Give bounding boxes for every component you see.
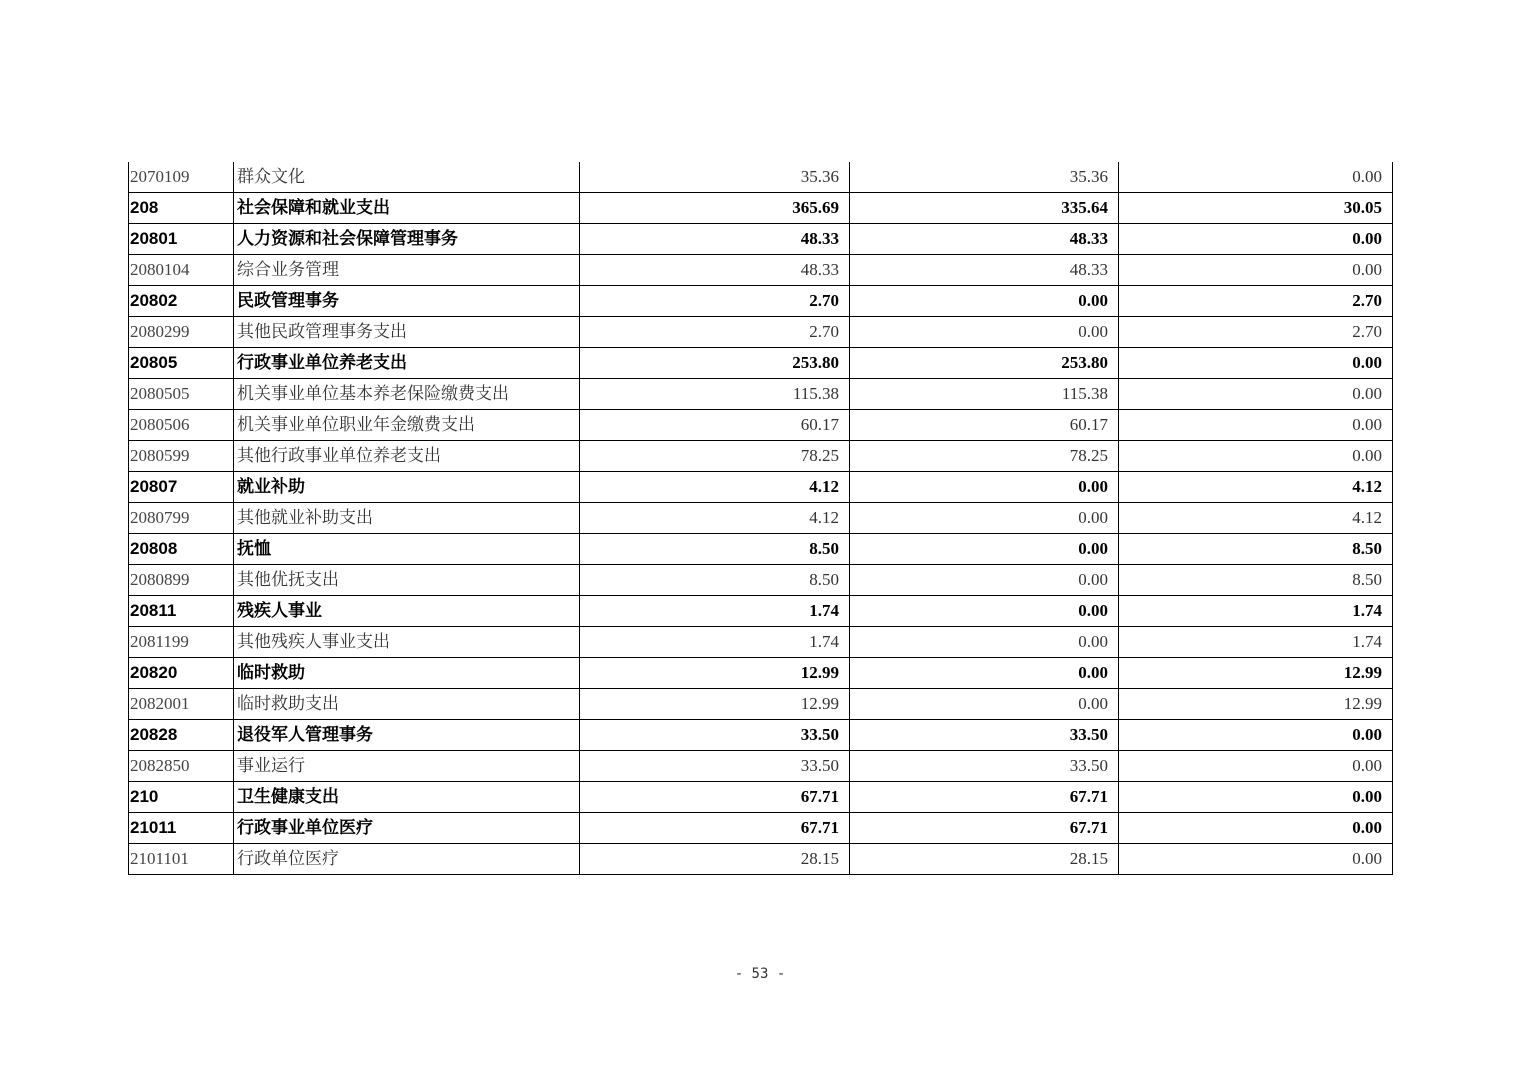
cell-name: 民政管理事务 [234,286,580,317]
cell-name: 行政事业单位医疗 [234,813,580,844]
cell-value-3: 0.00 [1119,348,1393,379]
cell-value-2: 253.80 [850,348,1119,379]
cell-code: 20807 [129,472,234,503]
cell-code: 20801 [129,224,234,255]
cell-code: 208 [129,193,234,224]
cell-value-3: 0.00 [1119,410,1393,441]
cell-value-1: 48.33 [580,255,850,286]
cell-value-3: 0.00 [1119,162,1393,193]
table-row [129,751,1393,782]
table-row [129,193,1393,224]
cell-value-3: 2.70 [1119,286,1393,317]
cell-value-2: 0.00 [850,596,1119,627]
cell-value-2: 48.33 [850,255,1119,286]
cell-value-3: 0.00 [1119,751,1393,782]
cell-value-2: 33.50 [850,751,1119,782]
cell-name: 社会保障和就业支出 [234,193,580,224]
cell-value-3: 4.12 [1119,472,1393,503]
table-row [129,813,1393,844]
cell-code: 2080104 [129,255,234,286]
cell-code: 2082850 [129,751,234,782]
cell-name: 群众文化 [234,162,580,193]
cell-value-3: 0.00 [1119,782,1393,813]
table-row [129,255,1393,286]
cell-value-2: 78.25 [850,441,1119,472]
cell-value-2: 0.00 [850,286,1119,317]
cell-value-1: 67.71 [580,813,850,844]
cell-value-1: 8.50 [580,534,850,565]
cell-value-3: 0.00 [1119,813,1393,844]
cell-value-1: 8.50 [580,565,850,596]
table-row [129,689,1393,720]
table-row [129,410,1393,441]
cell-code: 2080899 [129,565,234,596]
table-row [129,317,1393,348]
cell-value-1: 2.70 [580,317,850,348]
cell-value-3: 1.74 [1119,596,1393,627]
cell-code: 20828 [129,720,234,751]
cell-name: 其他就业补助支出 [234,503,580,534]
cell-code: 2070109 [129,162,234,193]
cell-code: 2080299 [129,317,234,348]
cell-value-2: 48.33 [850,224,1119,255]
cell-name: 其他优抚支出 [234,565,580,596]
cell-value-2: 0.00 [850,689,1119,720]
cell-value-1: 1.74 [580,627,850,658]
budget-table [128,162,1393,875]
cell-name: 综合业务管理 [234,255,580,286]
page-number: - 53 - [734,966,786,982]
cell-value-3: 0.00 [1119,844,1393,875]
table-row [129,782,1393,813]
cell-value-2: 60.17 [850,410,1119,441]
cell-code: 20802 [129,286,234,317]
cell-value-1: 253.80 [580,348,850,379]
cell-code: 20808 [129,534,234,565]
cell-code: 2080799 [129,503,234,534]
table-row [129,472,1393,503]
table-row [129,441,1393,472]
cell-value-3: 0.00 [1119,441,1393,472]
cell-value-3: 30.05 [1119,193,1393,224]
cell-name: 人力资源和社会保障管理事务 [234,224,580,255]
cell-value-2: 0.00 [850,627,1119,658]
cell-value-1: 28.15 [580,844,850,875]
cell-name: 其他行政事业单位养老支出 [234,441,580,472]
cell-name: 行政单位医疗 [234,844,580,875]
cell-value-1: 48.33 [580,224,850,255]
cell-value-2: 0.00 [850,658,1119,689]
cell-code: 21011 [129,813,234,844]
cell-value-2: 0.00 [850,317,1119,348]
cell-value-2: 28.15 [850,844,1119,875]
cell-value-3: 8.50 [1119,534,1393,565]
cell-code: 20805 [129,348,234,379]
cell-code: 20820 [129,658,234,689]
cell-value-2: 0.00 [850,472,1119,503]
table-row [129,348,1393,379]
cell-name: 行政事业单位养老支出 [234,348,580,379]
cell-code: 2081199 [129,627,234,658]
cell-code: 2082001 [129,689,234,720]
table-row [129,162,1393,193]
table-row [129,503,1393,534]
table-row [129,534,1393,565]
table-row [129,224,1393,255]
cell-name: 退役军人管理事务 [234,720,580,751]
cell-name: 机关事业单位职业年金缴费支出 [234,410,580,441]
cell-value-3: 4.12 [1119,503,1393,534]
cell-value-1: 67.71 [580,782,850,813]
cell-value-3: 0.00 [1119,379,1393,410]
cell-value-1: 33.50 [580,751,850,782]
cell-value-1: 4.12 [580,472,850,503]
cell-value-1: 78.25 [580,441,850,472]
cell-name: 其他残疾人事业支出 [234,627,580,658]
table-row [129,658,1393,689]
cell-value-3: 1.74 [1119,627,1393,658]
cell-value-1: 35.36 [580,162,850,193]
cell-value-2: 0.00 [850,565,1119,596]
cell-value-3: 8.50 [1119,565,1393,596]
cell-code: 2080505 [129,379,234,410]
cell-value-2: 67.71 [850,782,1119,813]
cell-value-2: 115.38 [850,379,1119,410]
cell-value-3: 0.00 [1119,255,1393,286]
cell-value-2: 0.00 [850,503,1119,534]
cell-name: 残疾人事业 [234,596,580,627]
table-body [129,162,1393,875]
cell-value-2: 335.64 [850,193,1119,224]
cell-name: 事业运行 [234,751,580,782]
cell-code: 2101101 [129,844,234,875]
cell-value-1: 12.99 [580,689,850,720]
cell-value-3: 0.00 [1119,224,1393,255]
cell-code: 210 [129,782,234,813]
cell-value-1: 115.38 [580,379,850,410]
cell-value-3: 12.99 [1119,658,1393,689]
table-row [129,627,1393,658]
cell-name: 卫生健康支出 [234,782,580,813]
cell-value-3: 2.70 [1119,317,1393,348]
cell-value-2: 67.71 [850,813,1119,844]
cell-value-1: 60.17 [580,410,850,441]
cell-value-1: 2.70 [580,286,850,317]
cell-code: 20811 [129,596,234,627]
cell-name: 抚恤 [234,534,580,565]
table-row [129,286,1393,317]
cell-value-3: 12.99 [1119,689,1393,720]
cell-value-2: 33.50 [850,720,1119,751]
cell-name: 其他民政管理事务支出 [234,317,580,348]
cell-value-3: 0.00 [1119,720,1393,751]
cell-name: 机关事业单位基本养老保险缴费支出 [234,379,580,410]
table-row [129,844,1393,875]
cell-value-2: 0.00 [850,534,1119,565]
cell-value-1: 4.12 [580,503,850,534]
cell-value-1: 33.50 [580,720,850,751]
cell-value-2: 35.36 [850,162,1119,193]
cell-name: 就业补助 [234,472,580,503]
table-row [129,596,1393,627]
cell-name: 临时救助支出 [234,689,580,720]
cell-value-1: 1.74 [580,596,850,627]
table-row [129,379,1393,410]
table-row [129,720,1393,751]
table-row [129,565,1393,596]
cell-name: 临时救助 [234,658,580,689]
cell-code: 2080506 [129,410,234,441]
cell-value-1: 365.69 [580,193,850,224]
cell-value-1: 12.99 [580,658,850,689]
cell-code: 2080599 [129,441,234,472]
